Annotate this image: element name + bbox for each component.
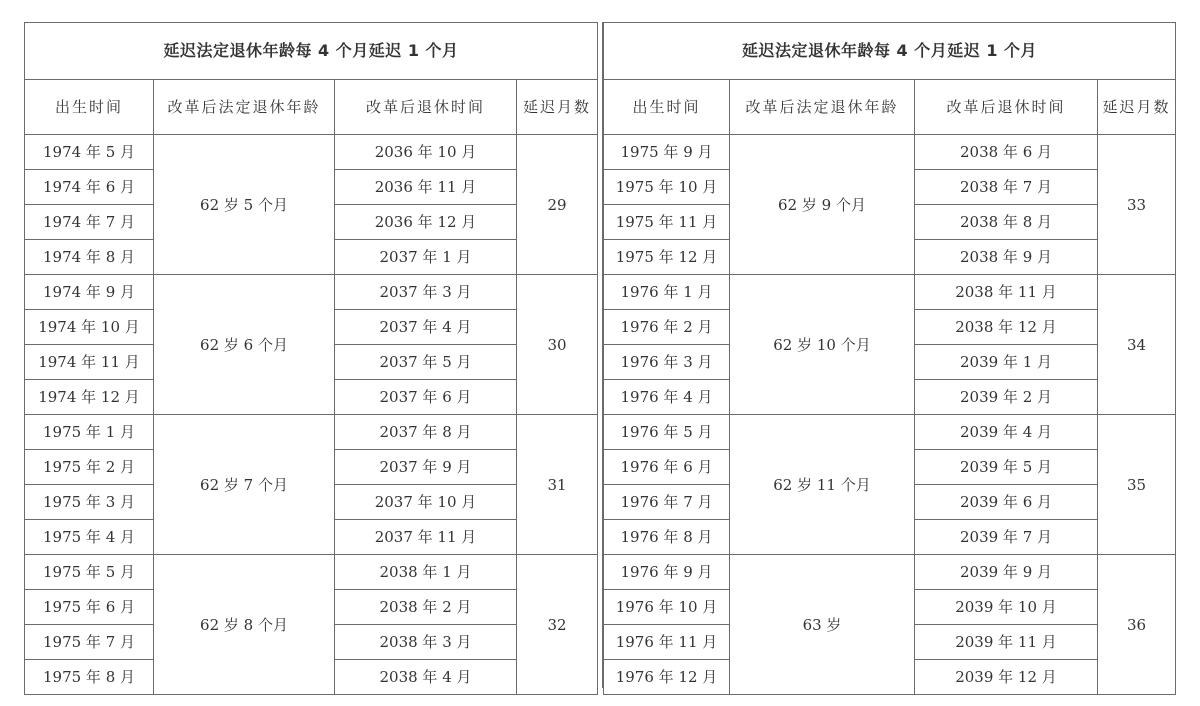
birth-time-cell: 1974 年 8 月: [25, 240, 154, 275]
birth-time-cell: 1976 年 11 月: [604, 625, 730, 660]
retirement-age-cell: 62 岁 11 个月: [730, 415, 915, 555]
table-title: 延迟法定退休年龄每 4 个月延迟 1 个月: [25, 23, 598, 80]
retirement-time-cell: 2038 年 6 月: [915, 135, 1098, 170]
retirement-age-cell: 62 岁 8 个月: [154, 555, 335, 695]
header-birth-time: 出生时间: [604, 80, 730, 135]
retirement-time-cell: 2039 年 12 月: [915, 660, 1098, 695]
retirement-age-cell: 63 岁: [730, 555, 915, 695]
retirement-time-cell: 2039 年 6 月: [915, 485, 1098, 520]
birth-time-cell: 1975 年 5 月: [25, 555, 154, 590]
retirement-time-cell: 2039 年 7 月: [915, 520, 1098, 555]
retirement-age-cell: 62 岁 5 个月: [154, 135, 335, 275]
retirement-time-cell: 2038 年 12 月: [915, 310, 1098, 345]
retirement-age-cell: 62 岁 10 个月: [730, 275, 915, 415]
delay-months-cell: 34: [1098, 275, 1176, 415]
header-retirement-time: 改革后退休时间: [915, 80, 1098, 135]
retirement-time-cell: 2037 年 10 月: [335, 485, 517, 520]
birth-time-cell: 1976 年 8 月: [604, 520, 730, 555]
retirement-time-cell: 2036 年 10 月: [335, 135, 517, 170]
retirement-time-cell: 2038 年 8 月: [915, 205, 1098, 240]
birth-time-cell: 1975 年 11 月: [604, 205, 730, 240]
retirement-time-cell: 2037 年 3 月: [335, 275, 517, 310]
birth-time-cell: 1975 年 1 月: [25, 415, 154, 450]
delay-months-cell: 33: [1098, 135, 1176, 275]
retirement-table-right: [603, 22, 1176, 695]
retirement-time-cell: 2037 年 1 月: [335, 240, 517, 275]
table-row: [604, 415, 1176, 450]
birth-time-cell: 1976 年 3 月: [604, 345, 730, 380]
retirement-age-cell: 62 岁 7 个月: [154, 415, 335, 555]
table-row: [604, 135, 1176, 170]
birth-time-cell: 1976 年 2 月: [604, 310, 730, 345]
birth-time-cell: 1975 年 2 月: [25, 450, 154, 485]
table-divider-line: [597, 22, 598, 688]
header-legal-retirement-age: 改革后法定退休年龄: [154, 80, 335, 135]
table-row: [25, 135, 598, 170]
birth-time-cell: 1975 年 12 月: [604, 240, 730, 275]
birth-time-cell: 1974 年 7 月: [25, 205, 154, 240]
delay-months-cell: 36: [1098, 555, 1176, 695]
delay-months-cell: 35: [1098, 415, 1176, 555]
delay-months-cell: 29: [517, 135, 598, 275]
retirement-time-cell: 2037 年 9 月: [335, 450, 517, 485]
table-title: 延迟法定退休年龄每 4 个月延迟 1 个月: [604, 23, 1176, 80]
header-retirement-time: 改革后退休时间: [335, 80, 517, 135]
birth-time-cell: 1976 年 7 月: [604, 485, 730, 520]
retirement-time-cell: 2038 年 9 月: [915, 240, 1098, 275]
retirement-table-left: [24, 22, 598, 695]
retirement-time-cell: 2038 年 7 月: [915, 170, 1098, 205]
birth-time-cell: 1976 年 6 月: [604, 450, 730, 485]
delay-months-cell: 31: [517, 415, 598, 555]
retirement-time-cell: 2039 年 11 月: [915, 625, 1098, 660]
retirement-time-cell: 2039 年 9 月: [915, 555, 1098, 590]
delay-months-cell: 32: [517, 555, 598, 695]
retirement-time-cell: 2039 年 10 月: [915, 590, 1098, 625]
retirement-time-cell: 2038 年 11 月: [915, 275, 1098, 310]
retirement-time-cell: 2039 年 1 月: [915, 345, 1098, 380]
birth-time-cell: 1974 年 12 月: [25, 380, 154, 415]
retirement-time-cell: 2037 年 11 月: [335, 520, 517, 555]
birth-time-cell: 1975 年 8 月: [25, 660, 154, 695]
table-row: [25, 415, 598, 450]
retirement-time-cell: 2038 年 1 月: [335, 555, 517, 590]
retirement-time-cell: 2037 年 5 月: [335, 345, 517, 380]
birth-time-cell: 1974 年 9 月: [25, 275, 154, 310]
birth-time-cell: 1975 年 7 月: [25, 625, 154, 660]
birth-time-cell: 1975 年 10 月: [604, 170, 730, 205]
retirement-time-cell: 2036 年 12 月: [335, 205, 517, 240]
retirement-time-cell: 2038 年 2 月: [335, 590, 517, 625]
retirement-time-cell: 2039 年 2 月: [915, 380, 1098, 415]
retirement-time-cell: 2037 年 6 月: [335, 380, 517, 415]
header-birth-time: 出生时间: [25, 80, 154, 135]
header-row: [25, 80, 598, 135]
table-row: [604, 555, 1176, 590]
retirement-time-cell: 2038 年 4 月: [335, 660, 517, 695]
retirement-time-cell: 2036 年 11 月: [335, 170, 517, 205]
retirement-time-cell: 2038 年 3 月: [335, 625, 517, 660]
birth-time-cell: 1975 年 3 月: [25, 485, 154, 520]
birth-time-cell: 1976 年 10 月: [604, 590, 730, 625]
table-row: [25, 555, 598, 590]
delay-months-cell: 30: [517, 275, 598, 415]
retirement-time-cell: 2037 年 8 月: [335, 415, 517, 450]
birth-time-cell: 1974 年 11 月: [25, 345, 154, 380]
header-delay-months: 延迟月数: [1098, 80, 1176, 135]
birth-time-cell: 1975 年 4 月: [25, 520, 154, 555]
header-delay-months: 延迟月数: [517, 80, 598, 135]
birth-time-cell: 1975 年 6 月: [25, 590, 154, 625]
title-row: [25, 23, 598, 80]
retirement-time-cell: 2039 年 4 月: [915, 415, 1098, 450]
table-row: [604, 275, 1176, 310]
retirement-time-cell: 2037 年 4 月: [335, 310, 517, 345]
retirement-time-cell: 2039 年 5 月: [915, 450, 1098, 485]
birth-time-cell: 1976 年 9 月: [604, 555, 730, 590]
retirement-age-cell: 62 岁 6 个月: [154, 275, 335, 415]
header-row: [604, 80, 1176, 135]
birth-time-cell: 1974 年 6 月: [25, 170, 154, 205]
retirement-age-cell: 62 岁 9 个月: [730, 135, 915, 275]
birth-time-cell: 1976 年 1 月: [604, 275, 730, 310]
birth-time-cell: 1975 年 9 月: [604, 135, 730, 170]
birth-time-cell: 1976 年 5 月: [604, 415, 730, 450]
birth-time-cell: 1974 年 5 月: [25, 135, 154, 170]
table-row: [25, 275, 598, 310]
header-legal-retirement-age: 改革后法定退休年龄: [730, 80, 915, 135]
title-row: [604, 23, 1176, 80]
birth-time-cell: 1974 年 10 月: [25, 310, 154, 345]
birth-time-cell: 1976 年 12 月: [604, 660, 730, 695]
birth-time-cell: 1976 年 4 月: [604, 380, 730, 415]
